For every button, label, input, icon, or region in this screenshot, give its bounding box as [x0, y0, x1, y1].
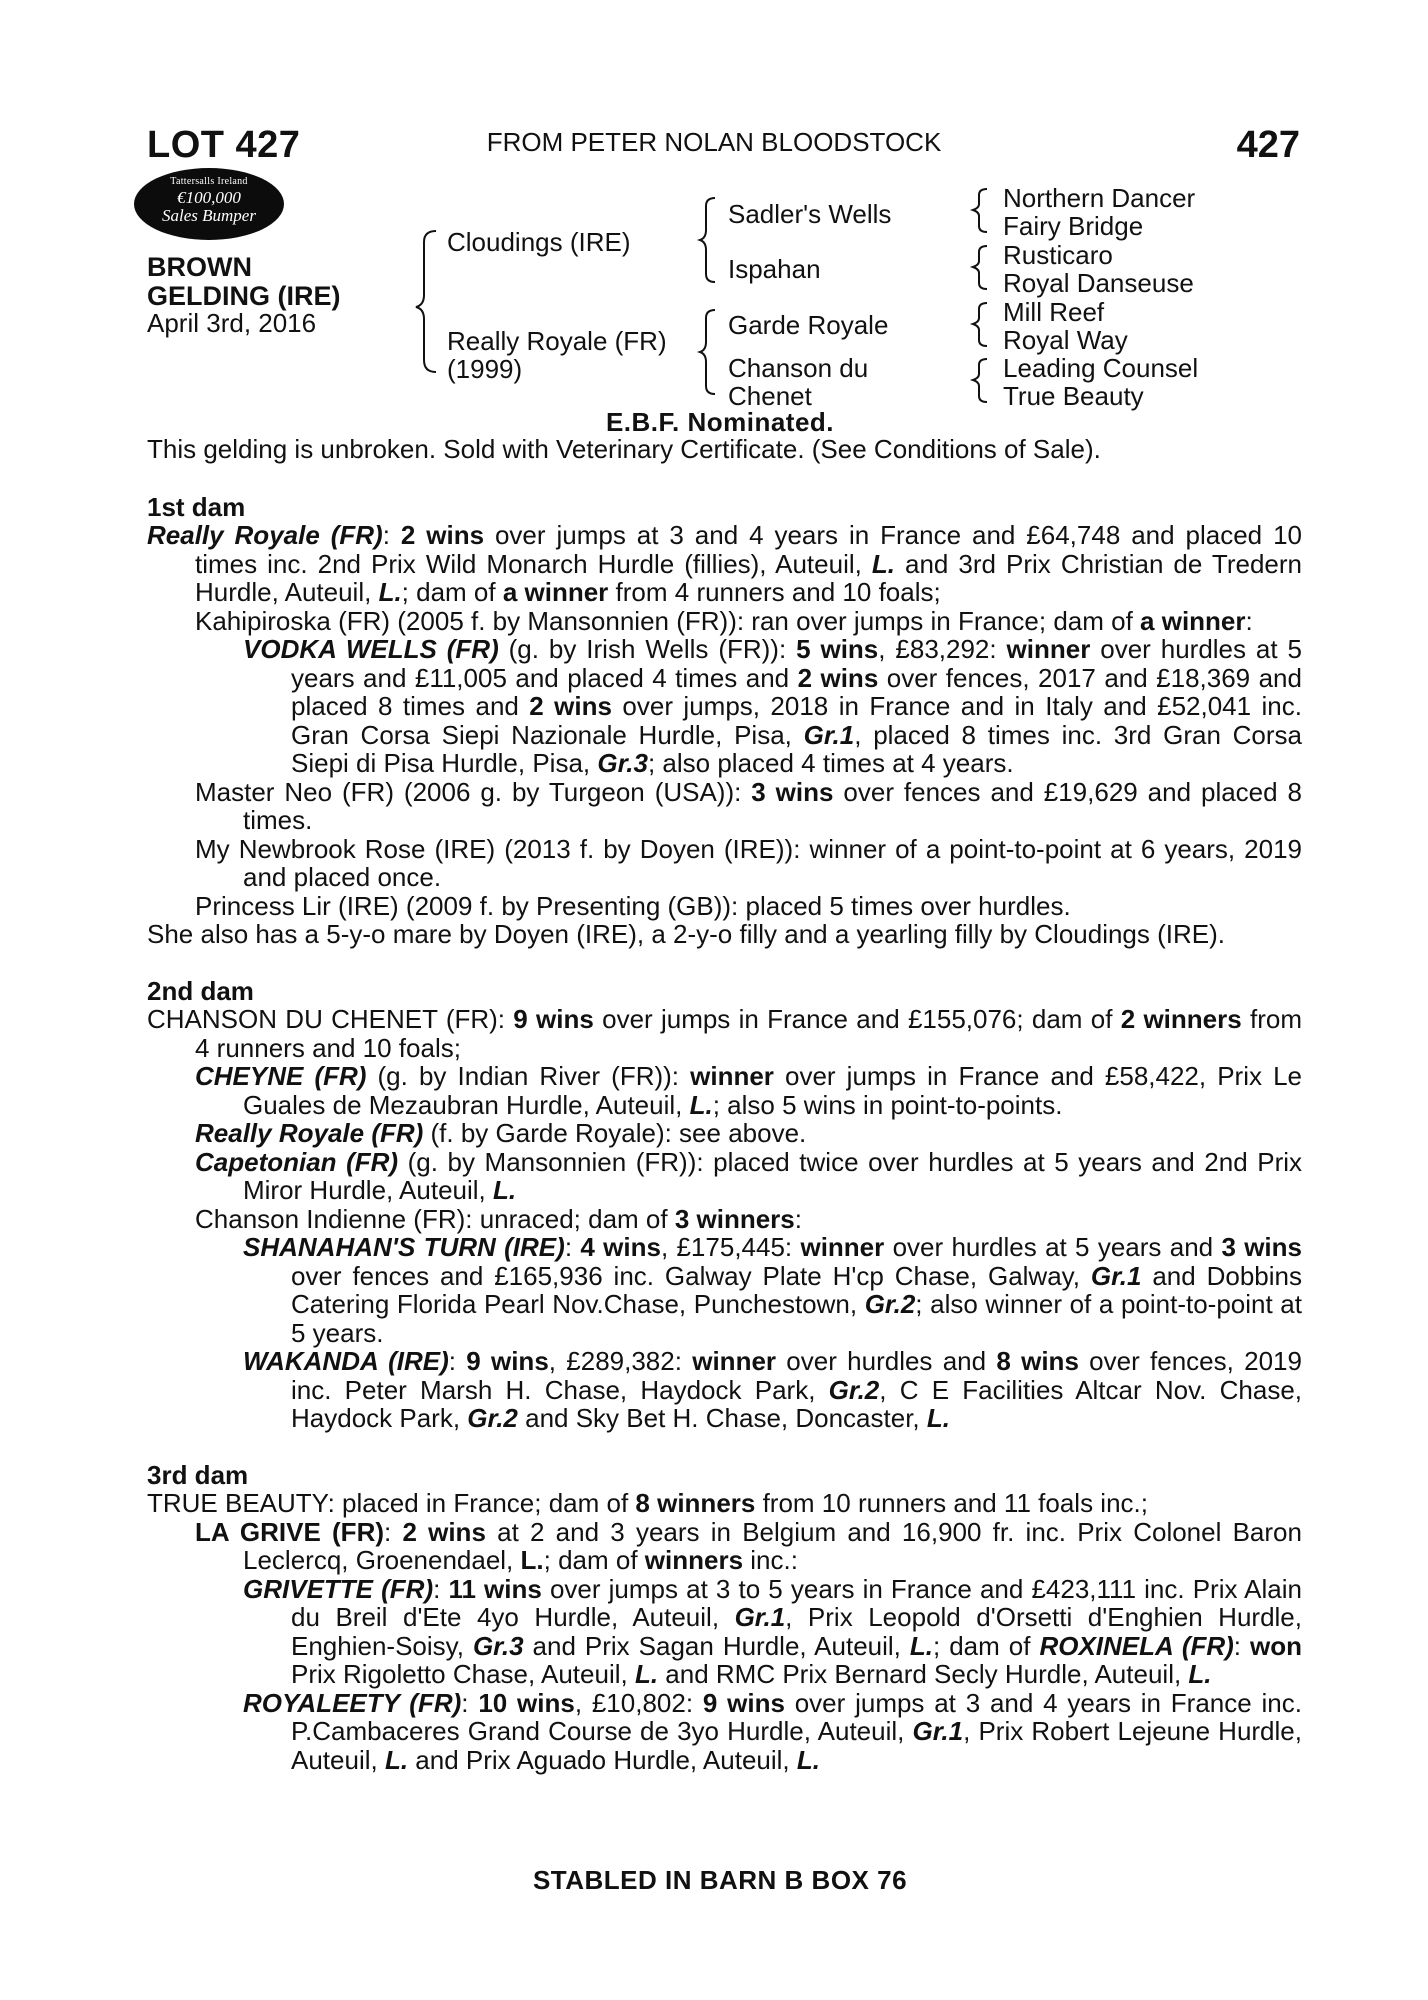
text-run: L. — [909, 1630, 933, 1661]
catalogue-body — [147, 435, 1302, 1774]
dam1-progeny-princess-lir — [147, 892, 1302, 921]
pedigree-dam-dam — [728, 354, 868, 410]
text-run: , placed 8 times inc. 3rd Gran Corsa Siepi di Pisa Hurdle, Pisa, — [291, 719, 1302, 778]
text-run: over jumps in France and £155,076; dam of — [593, 1004, 1121, 1034]
horse-sex: GELDING (IRE) — [147, 281, 341, 311]
text-run: over jumps at 3 and 4 years in France and £64,748 and placed 10 times inc. 2nd Prix Wild Monarch Hurdle (fillies), Auteuil, — [195, 520, 1302, 579]
pedigree-g3-8: True Beauty — [1003, 381, 1144, 411]
lot-title: LOT 427 — [147, 124, 301, 166]
pedigree-dam-sire: Garde Royale — [728, 310, 889, 340]
text-run: winners — [644, 1545, 744, 1575]
text-run: over fences, 2017 and £18,369 and placed 8 times and — [291, 662, 1302, 721]
text-run: , £83,292: — [878, 634, 1007, 664]
text-run: a winner — [1140, 605, 1246, 636]
text-run: 8 winners — [635, 1488, 756, 1518]
pedigree-g3-2: Fairy Bridge — [1003, 211, 1144, 241]
dam3-grandprogeny-grivette — [147, 1575, 1302, 1689]
dam2-grandprogeny-wakanda — [147, 1347, 1302, 1433]
text-run: TRUE BEAUTY: placed in France; dam of — [147, 1488, 636, 1518]
text-run: L. — [384, 1744, 409, 1775]
text-run: My Newbrook Rose (IRE) (2013 f. by Doyen (IRE)): winner of a point-to-point at 6 years, 2019 and placed once. — [195, 833, 1302, 892]
dam3-grandprogeny-royaleety — [147, 1689, 1302, 1775]
text-run: winner — [692, 1346, 777, 1376]
text-run: a winner — [502, 577, 609, 607]
pedigree-dam-name: Really Royale (FR) — [447, 326, 667, 356]
text-run: over jumps in France and £58,422, Prix Le Guales de Mezaubran Hurdle, Auteuil, — [243, 1061, 1302, 1120]
text-run: won — [1250, 1630, 1303, 1661]
ebf-nomination: E.B.F. Nominated. — [605, 407, 835, 437]
sale-note: This gelding is unbroken. Sold with Veterinary Certificate. (See Conditions of Sale). — [147, 434, 1101, 464]
badge-amount: €100,000 — [177, 188, 241, 207]
text-run: 2 wins — [402, 1516, 486, 1547]
pedigree-g3-3: Rusticaro — [1003, 240, 1113, 270]
text-run: , £175,445: — [660, 1232, 801, 1262]
text-run: 4 wins — [580, 1232, 661, 1262]
text-run: CHEYNE (FR) — [195, 1061, 367, 1091]
text-run: Kahipiroska (FR) (2005 f. by Mansonnien (FR)): ran over jumps in France; dam of — [195, 605, 1141, 636]
text-run: Gr.1 — [1090, 1260, 1142, 1291]
text-run: CHANSON DU CHENET (FR): — [147, 1004, 514, 1034]
text-run: Chanson Indienne (FR): unraced; dam of — [195, 1203, 675, 1234]
text-run: 2 winners — [1120, 1004, 1242, 1034]
text-run: L. — [520, 1545, 544, 1575]
text-run: and Sky Bet H. Chase, Doncaster, — [517, 1403, 927, 1433]
section-heading-2nd-dam: 2nd dam — [147, 975, 254, 1006]
text-run: and 3rd Prix Christian de Tredern Hurdle, Auteuil, — [195, 548, 1302, 607]
text-run: 11 wins — [448, 1573, 542, 1604]
section-heading-3rd-dam: 3rd dam — [147, 1459, 249, 1490]
badge-label: Sales Bumper — [162, 206, 256, 225]
text-run: WAKANDA (IRE) — [243, 1346, 449, 1376]
text-run: and Dobbins Catering Florida Pearl Nov.Chase, Punchestown, — [291, 1260, 1302, 1319]
text-run: 2 wins — [400, 520, 485, 550]
text-run: SHANAHAN'S TURN (IRE) — [243, 1232, 565, 1262]
section-heading-1st-dam: 1st dam — [147, 491, 246, 522]
text-run: GRIVETTE (FR) — [243, 1573, 434, 1604]
text-run: : — [564, 1232, 581, 1262]
text-run: 3 wins — [1221, 1232, 1303, 1262]
text-run: : — [794, 1203, 802, 1234]
text-run: , £289,382: — [548, 1346, 693, 1376]
pedigree-g3-5: Mill Reef — [1003, 297, 1105, 327]
text-run: inc.: — [743, 1545, 798, 1575]
text-run: over fences, 2019 inc. Peter Marsh H. Chase, Haydock Park, — [291, 1346, 1302, 1405]
text-run: over hurdles at 5 years and £11,005 and placed 4 times and — [291, 634, 1302, 693]
dam2-progeny-really-royale — [147, 1119, 1302, 1148]
text-run: 2 wins — [797, 662, 879, 693]
pedigree-g3-4: Royal Danseuse — [1003, 268, 1194, 298]
text-run: Capetonian (FR) — [195, 1146, 399, 1177]
dam1-progeny-master-neo — [147, 778, 1302, 835]
text-run: Princess Lir (IRE) (2009 f. by Presenting (GB)): placed 5 times over hurdles. — [195, 890, 1071, 921]
text-run: 9 wins — [466, 1346, 549, 1376]
dam3-record — [147, 1489, 1302, 1518]
text-run: L. — [1188, 1659, 1212, 1689]
text-run: from 10 runners and 11 foals inc.; — [755, 1488, 1148, 1518]
text-run: over jumps, 2018 in France and in Italy and £52,041 inc. Gran Corsa Siepi Nazionale Hurdle, Pisa, — [291, 691, 1302, 750]
dam1-grandprogeny-vodka-wells — [147, 635, 1302, 778]
text-run: over fences and £165,936 inc. Galway Plate H'cp Chase, Galway, — [291, 1260, 1091, 1291]
text-run: : — [461, 1687, 479, 1718]
text-run: L. — [926, 1403, 950, 1433]
pedigree-dam-dam-line1: Chanson du — [728, 353, 869, 383]
dam2-progeny-chanson-indienne — [147, 1205, 1302, 1234]
text-run: 9 wins — [702, 1687, 785, 1718]
pedigree-braces — [0, 0, 1428, 420]
text-run: over fences and £19,629 and placed 8 times. — [243, 776, 1302, 835]
text-run: from 4 runners and 10 foals; — [195, 1004, 1302, 1063]
text-run: : — [448, 1346, 467, 1376]
text-run: 5 wins — [796, 634, 879, 664]
text-run: : — [382, 520, 401, 550]
text-run: ; dam of — [401, 577, 503, 607]
text-run: ROYALEETY (FR) — [243, 1687, 462, 1718]
pedigree-sire: Cloudings (IRE) — [447, 227, 631, 257]
text-run: : — [1245, 605, 1253, 636]
text-run: ; also winner of a point-to-point at 5 years. — [291, 1289, 1302, 1348]
horse-foaling-date: April 3rd, 2016 — [147, 308, 317, 338]
text-run: winner — [1006, 634, 1091, 664]
text-run: Gr.1 — [734, 1602, 786, 1632]
text-run: Really Royale (FR) — [195, 1118, 424, 1148]
text-run: Really Royale (FR) — [147, 520, 383, 550]
text-run: , Prix Leopold d'Orsetti d'Enghien Hurdle, Enghien-Soisy, — [291, 1602, 1302, 1661]
text-run: and RMC Prix Bernard Secly Hurdle, Auteuil, — [658, 1659, 1189, 1689]
dam1-other-progeny — [147, 920, 1302, 949]
text-run: She also has a 5-y-o mare by Doyen (IRE), a 2-y-o filly and a yearling filly by Cloudings (IRE). — [147, 919, 1225, 949]
lot-number: 427 — [1236, 124, 1300, 166]
text-run: 10 wins — [478, 1687, 575, 1718]
text-run: , C E Facilities Altcar Nov. Chase, Haydock Park, — [291, 1374, 1303, 1433]
text-run: L. — [634, 1659, 659, 1689]
dam2-progeny-capetonian — [147, 1148, 1302, 1205]
text-run: , £10,802: — [574, 1687, 703, 1718]
pedigree-g3-1: Northern Dancer — [1003, 183, 1196, 213]
text-run: : — [433, 1573, 449, 1604]
text-run: over jumps at 3 to 5 years in France and £423,111 inc. Prix Alain du Breil d'Ete 4yo Hurdle, Auteuil, — [291, 1573, 1302, 1632]
text-run: : — [384, 1516, 403, 1547]
text-run: ROXINELA (FR) — [1039, 1630, 1234, 1661]
text-run: 3 winners — [674, 1203, 795, 1234]
pedigree-g3-7: Leading Counsel — [1003, 353, 1199, 383]
horse-colour: BROWN — [147, 252, 252, 282]
text-run: and Prix Sagan Hurdle, Auteuil, — [523, 1630, 910, 1661]
text-run: (g. by Mansonnien (FR)): placed twice over hurdles at 5 years and 2nd Prix Miror Hurdle, Auteuil, — [243, 1146, 1303, 1205]
dam2-grandprogeny-shanahans-turn — [147, 1233, 1302, 1347]
text-run: , Prix Robert Lejeune Hurdle, Auteuil, — [291, 1716, 1302, 1775]
text-run: L. — [871, 548, 895, 579]
dam1-progeny-kahipiroska — [147, 607, 1302, 636]
badge-brand: Tattersalls Ireland — [170, 176, 248, 187]
text-run: (g. by Indian River (FR)): — [366, 1061, 691, 1091]
dam1-record — [147, 521, 1302, 607]
text-run: ; also placed 4 times at 4 years. — [647, 748, 1014, 778]
text-run: VODKA WELLS (FR) — [243, 634, 499, 664]
pedigree-sire-dam: Ispahan — [728, 254, 821, 284]
text-run: L. — [378, 577, 402, 607]
consignor-line: FROM PETER NOLAN BLOODSTOCK — [486, 127, 942, 157]
text-run: at 2 and 3 years in Belgium and 16,900 fr. inc. Prix Colonel Baron Leclercq, Groenendael, — [243, 1516, 1302, 1575]
pedigree-sire-sire: Sadler's Wells — [728, 199, 892, 229]
text-run: (f. by Garde Royale): see above. — [423, 1118, 807, 1148]
text-run: over hurdles at 5 years and — [884, 1232, 1222, 1262]
text-run: from 4 runners and 10 foals; — [608, 577, 941, 607]
text-run: ; dam of — [933, 1630, 1040, 1661]
text-run: Gr.1 — [912, 1716, 964, 1746]
text-run: winner — [800, 1232, 885, 1262]
text-run: (g. by Irish Wells (FR)): — [498, 634, 797, 664]
text-run: : — [1233, 1630, 1251, 1661]
pedigree-dam — [447, 327, 667, 383]
text-run: over jumps at 3 and 4 years in France inc. P.Cambaceres Grand Course de 3yo Hurdle, Auteuil, — [291, 1687, 1302, 1746]
text-run: L. — [689, 1089, 713, 1120]
text-run: Gr.2 — [828, 1374, 880, 1405]
text-run: Gr.2 — [467, 1403, 518, 1433]
text-run: Gr.3 — [597, 748, 648, 778]
stabling-location: STABLED IN BARN B BOX 76 — [532, 1865, 908, 1895]
text-run: Gr.2 — [864, 1289, 916, 1319]
dam3-progeny-la-grive — [147, 1518, 1302, 1575]
text-run: winner — [690, 1061, 774, 1091]
text-run: Gr.1 — [803, 719, 855, 750]
pedigree-dam-dam-line2: Chenet — [728, 381, 812, 411]
text-run: 2 wins — [529, 691, 612, 721]
text-run: 8 wins — [996, 1346, 1079, 1376]
dam2-record — [147, 1005, 1302, 1062]
text-run: ; also 5 wins in point-to-points. — [712, 1089, 1063, 1120]
dam2-progeny-cheyne — [147, 1062, 1302, 1119]
text-run: and Prix Aguado Hurdle, Auteuil, — [408, 1744, 797, 1775]
text-run: Prix Rigoletto Chase, Auteuil, — [291, 1659, 635, 1689]
text-run: ; dam of — [543, 1545, 645, 1575]
text-run: L. — [492, 1175, 517, 1205]
text-run: Master Neo (FR) (2006 g. by Turgeon (USA)): — [195, 776, 752, 807]
text-run: over hurdles and — [776, 1346, 997, 1376]
dam1-progeny-my-newbrook-rose — [147, 835, 1302, 892]
text-run: LA GRIVE (FR) — [195, 1516, 384, 1547]
pedigree-dam-year: (1999) — [447, 354, 523, 384]
text-run: 3 wins — [751, 776, 834, 807]
text-run: L. — [796, 1744, 820, 1775]
text-run: 9 wins — [513, 1004, 594, 1034]
pedigree-g3-6: Royal Way — [1003, 325, 1128, 355]
text-run: Gr.3 — [472, 1630, 524, 1661]
